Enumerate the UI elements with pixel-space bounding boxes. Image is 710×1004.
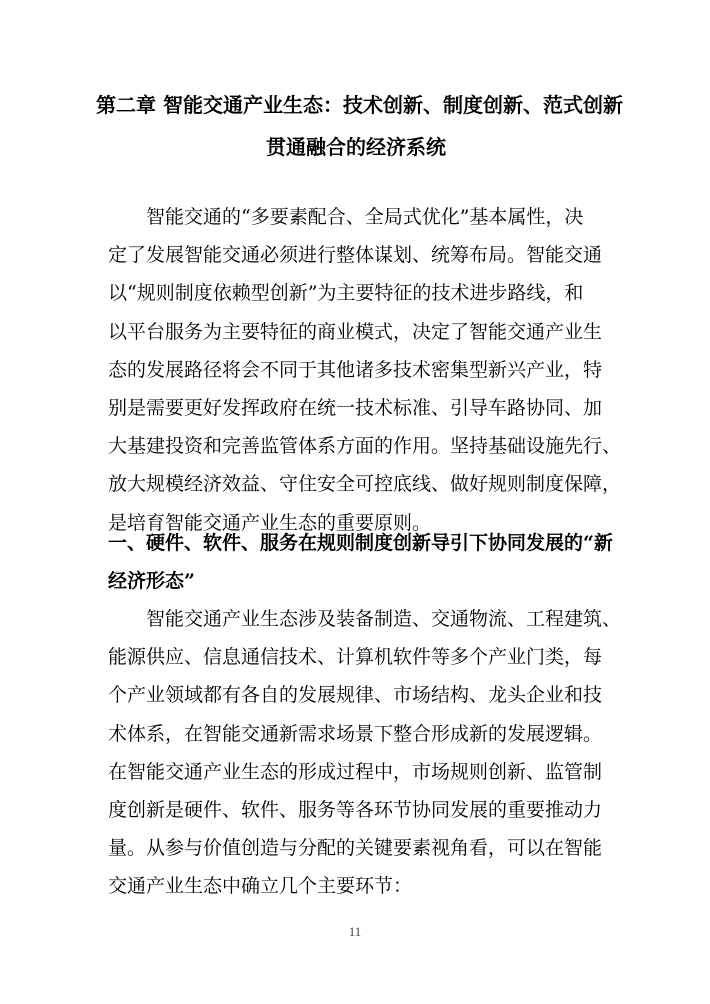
paragraph-line: 态的发展路径将会不同于其他诸多技术密集型新兴产业，特 bbox=[108, 358, 603, 381]
paragraph-line: 定了发展智能交通必须进行整体谋划、统筹布局。智能交通 bbox=[108, 244, 603, 267]
section-heading-line-1: 一、硬件、软件、服务在规则制度创新导引下协同发展的“新 bbox=[108, 532, 613, 554]
paragraph-line: 度创新是硬件、软件、服务等各环节协同发展的重要推动力 bbox=[108, 799, 603, 822]
paragraph-line: 智能交通的“多要素配合、全局式优化”基本属性，决 bbox=[146, 206, 584, 228]
section-heading bbox=[108, 524, 618, 600]
chapter-title-line-1: 第二章 智能交通产业生态：技术创新、制度创新、范式创新 bbox=[96, 93, 623, 117]
paragraph-line: 术体系，在智能交通新需求场景下整合形成新的发展逻辑。 bbox=[108, 722, 603, 745]
paragraph-line: 大基建投资和完善监管体系方面的作用。坚持基础设施先行、 bbox=[108, 435, 622, 458]
paragraph-line: 智能交通产业生态涉及装备制造、交通物流、工程建筑、 bbox=[146, 608, 622, 630]
page-number: 11 bbox=[348, 924, 362, 939]
body-paragraph-1 bbox=[108, 198, 622, 542]
body-paragraph-2 bbox=[108, 600, 622, 906]
chapter-title-line-2: 贯通融合的经济系统 bbox=[266, 135, 446, 159]
paragraph-line: 是培育智能交通产业生态的重要原则。 bbox=[108, 511, 432, 534]
paragraph-line: 能源供应、信息通信技术、计算机软件等多个产业门类，每 bbox=[108, 646, 603, 669]
chapter-title bbox=[96, 84, 623, 168]
paragraph-line: 放大规模经济效益、守住安全可控底线、做好规则制度保障， bbox=[108, 473, 622, 496]
paragraph-line: 以平台服务为主要特征的商业模式，决定了智能交通产业生 bbox=[108, 320, 603, 343]
paragraph-line: 交通产业生态中确立几个主要环节： bbox=[108, 875, 413, 898]
paragraph-line: 量。从参与价值创造与分配的关键要素视角看，可以在智能 bbox=[108, 837, 603, 860]
paragraph-line: 别是需要更好发挥政府在统一技术标准、引导车路协同、加 bbox=[108, 397, 603, 420]
section-heading-line-2: 经济形态” bbox=[108, 570, 195, 593]
paragraph-line: 在智能交通产业生态的形成过程中，市场规则创新、监管制 bbox=[108, 760, 603, 783]
paragraph-line: 个产业领域都有各自的发展规律、市场结构、龙头企业和技 bbox=[108, 684, 603, 707]
paragraph-line: 以“规则制度依赖型创新”为主要特征的技术进步路线，和 bbox=[108, 282, 584, 305]
